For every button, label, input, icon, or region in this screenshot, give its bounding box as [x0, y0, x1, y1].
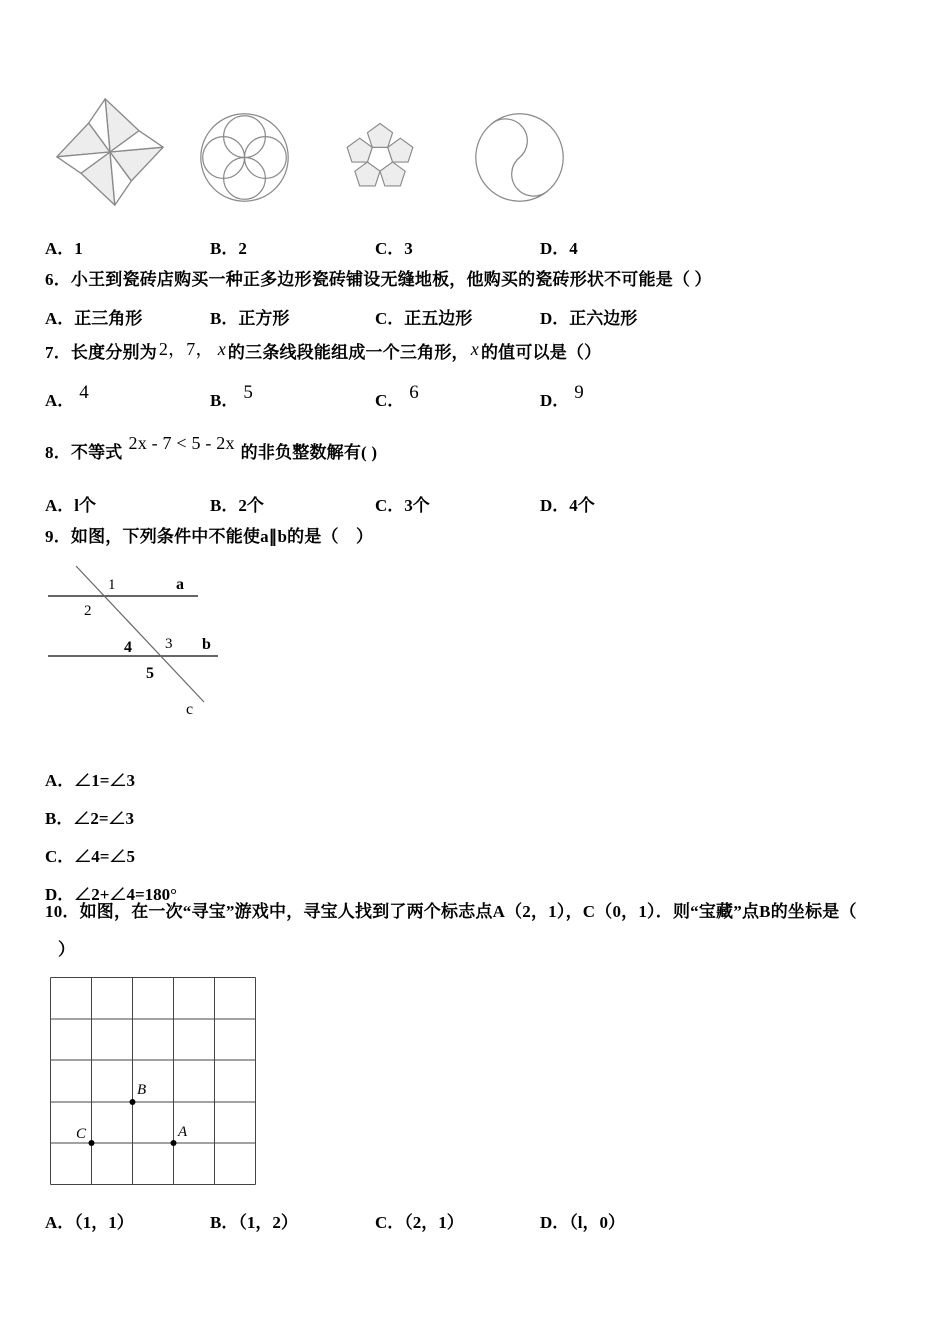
q9-option-d: D．∠2+∠4=180°: [45, 885, 177, 904]
question-8-stem: [45, 433, 378, 465]
line-a-label: a: [176, 576, 184, 593]
q9-option-b: B．∠2=∠3: [45, 809, 135, 828]
question-6-stem: 6．小王到瓷砖店购买一种正多边形瓷砖铺设无缝地板，他购买的瓷砖形状不可能是（ ）: [45, 270, 712, 289]
q9-option-a: A．∠1=∠3: [45, 771, 135, 790]
angle-3-label: 3: [165, 636, 173, 652]
question-8-options: [45, 491, 705, 516]
q5-option-c: C．3: [375, 239, 413, 258]
q8-inequality: 2x - 7 < 5 - 2x: [128, 433, 235, 453]
q8-stem-prefix: 8．不等式: [45, 443, 123, 462]
q5-option-d: D．4: [540, 239, 578, 258]
q8-option-a: A．l个: [45, 496, 96, 515]
question-5-options: [45, 234, 705, 259]
line-c-label: c: [186, 701, 194, 718]
angle-2-label: 2: [84, 603, 92, 619]
q6-option-b: B．正方形: [210, 309, 290, 328]
question-7-stem: [45, 340, 601, 365]
point-b-label: B: [137, 1082, 147, 1098]
q7-option-b-value: 5: [243, 382, 253, 403]
line-b-label: b: [202, 636, 211, 653]
q7-lengths: 2，7，: [158, 339, 214, 359]
treasure-grid-figure: [50, 977, 258, 1186]
q10-option-d: D．（l，0）: [540, 1213, 625, 1232]
question-9-stem: 9．如图，下列条件中不能使a∥b的是（ ）: [45, 527, 374, 546]
point-c-label: C: [76, 1126, 87, 1142]
q7-option-d: [540, 382, 705, 412]
point-a-dot: [171, 1140, 177, 1146]
question-9-options: [45, 766, 177, 918]
q8-option-b: B．2个: [210, 496, 264, 515]
yin-yang-figure: [472, 110, 567, 205]
q8-stem-suffix: 的非负整数解有( ): [240, 443, 378, 462]
q10-option-a: A．（1，1）: [45, 1213, 134, 1232]
q7-option-d-letter: D．: [540, 391, 570, 410]
angle-5-label: 5: [146, 665, 154, 682]
q6-option-d: D．正六边形: [540, 309, 638, 328]
q7-option-c: [375, 382, 540, 412]
angle-4-label: 4: [124, 639, 132, 656]
q10-option-b: B．（1，2）: [210, 1213, 298, 1232]
q9-option-c: C．∠4=∠5: [45, 847, 135, 866]
four-petal-flower-figure: [197, 110, 292, 205]
parallel-lines-figure: [48, 558, 308, 720]
q7-variable-x-2: x: [470, 339, 479, 359]
q7-option-a-value: 4: [79, 382, 89, 403]
q7-option-a: [45, 382, 210, 412]
point-c-dot: [89, 1140, 95, 1146]
q8-option-c: C．3个: [375, 496, 430, 515]
pentagon-flower-figure: [336, 114, 424, 202]
question-7-options: [45, 382, 705, 412]
question-10-options: [45, 1208, 705, 1233]
q7-option-d-value: 9: [574, 382, 584, 403]
q6-option-a: A．正三角形: [45, 309, 143, 328]
question-10-stem-line2: ）: [58, 940, 76, 959]
point-b-dot: [130, 1099, 136, 1105]
q10-option-c: C．（2，1）: [375, 1213, 464, 1232]
q7-option-b-letter: B．: [210, 391, 239, 410]
question-10-stem-line1: 10．如图，在一次“寻宝”游戏中，寻宝人找到了两个标志点A（2，1），C（0，1）．则“宝藏”点B的坐标是（: [45, 902, 857, 921]
q7-stem-middle: 的三条线段能组成一个三角形，: [227, 343, 469, 362]
point-a-label: A: [178, 1124, 188, 1140]
q7-stem-prefix: 7．长度分别为: [45, 343, 157, 362]
q5-option-b: B．2: [210, 239, 247, 258]
q7-stem-suffix: 的值可以是（）: [480, 343, 602, 362]
q8-option-d: D．4个: [540, 496, 595, 515]
q7-variable-x: x: [217, 339, 226, 359]
q7-option-c-value: 6: [409, 382, 419, 403]
q6-option-c: C．正五边形: [375, 309, 473, 328]
q7-option-c-letter: C．: [375, 391, 405, 410]
question-6-options: [45, 304, 705, 329]
q5-option-a: A．1: [45, 239, 83, 258]
pinwheel-figure: [52, 94, 168, 210]
q7-option-b: [210, 382, 375, 412]
q7-option-a-letter: A．: [45, 391, 75, 410]
angle-1-label: 1: [108, 577, 116, 593]
